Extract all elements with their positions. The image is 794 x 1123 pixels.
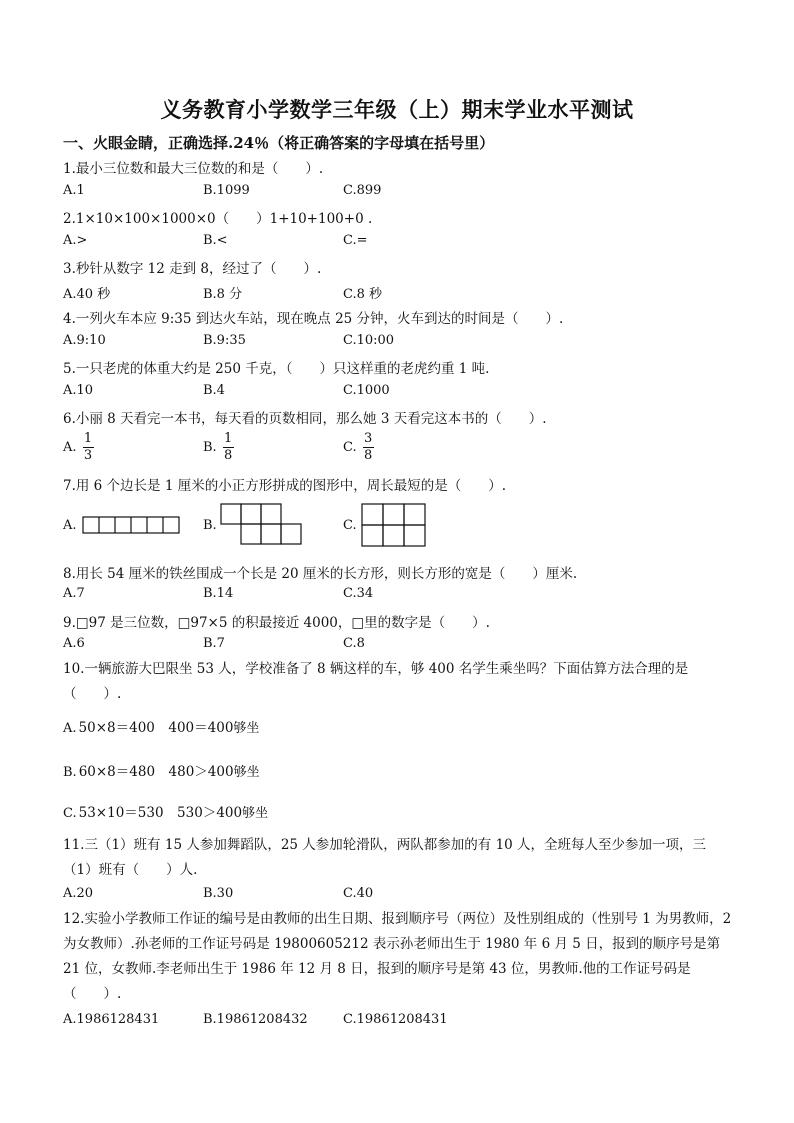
fraction — [363, 431, 374, 464]
option-c: C.10:00 — [343, 333, 395, 348]
option-a: A.9:10 — [63, 333, 106, 348]
option-b: B.< — [203, 233, 228, 248]
option-b: B. — [203, 518, 217, 533]
page-title: 义务教育小学数学三年级（上）期末学业水平测试 — [160, 97, 634, 122]
option-c: C.1000 — [343, 383, 390, 398]
option-c: C. — [343, 518, 357, 533]
option-b: B.9:35 — [203, 333, 246, 348]
option-b: B.19861208432 — [203, 1012, 308, 1027]
option-c: C.40 — [343, 886, 374, 901]
shape-two-by-three — [360, 502, 428, 548]
question-12: 12.实验小学教师工作证的编号是由教师的出生日期、报到顺序号（两位）及性别组成的（性别号 1 为男教师，2 为女教师）.孙老师的工作证号码是 19800605212 表示孙老师出生于 1980 年 6 月 5 日，报到的顺序号是第 21 位，女教师.李老师出生于 1986 年 12 月 8 日，报到的顺序号是第 43 位，男教师.他的工作证号码是（ ）. — [63, 911, 732, 1002]
option-b — [63, 760, 260, 780]
fraction — [223, 431, 234, 464]
option-a: A.40 秒 — [63, 287, 111, 302]
option-c: C.19861208431 — [343, 1012, 448, 1027]
numerator: 3 — [363, 431, 373, 446]
option-b: B.1099 — [203, 183, 250, 198]
option-b: B.30 — [203, 886, 234, 901]
shape-stepped-six — [219, 502, 305, 548]
option-b: B.7 — [203, 636, 225, 651]
question-7: 7.用 6 个边长是 1 厘米的小正方形拼成的图形中，周长最短的是（ ）. — [63, 478, 507, 494]
option-a: A.6 — [63, 636, 85, 651]
option-label: A. — [63, 440, 77, 455]
option-a: A.> — [63, 233, 88, 248]
question-2: 2.1×10×100×1000×0（ ）1+10+100+0 . — [63, 211, 373, 227]
option-tail: 够坐 — [233, 721, 260, 736]
option-label: C. — [63, 806, 77, 821]
shape-row-of-six — [82, 515, 180, 535]
estimate-expression: 53×10＝530 530＞400 — [78, 805, 243, 821]
section-heading: 一、火眼金睛，正确选择.24％（将正确答案的字母填在括号里） — [63, 134, 495, 152]
numerator: 1 — [83, 431, 93, 446]
option-c: C.8 — [343, 636, 365, 651]
option-label: A. — [63, 721, 77, 736]
denominator: 8 — [224, 448, 233, 463]
option-b: B.8 分 — [203, 287, 243, 302]
question-8: 8.用长 54 厘米的铁丝围成一个长是 20 厘米的长方形，则长方形的宽是（ ）厘米. — [63, 566, 578, 582]
fraction — [83, 431, 94, 464]
option-a: A.1 — [63, 183, 85, 198]
question-4: 4.一列火车本应 9:35 到达火车站，现在晚点 25 分钟，火车到达的时间是（ ）. — [63, 311, 564, 327]
denominator: 8 — [363, 448, 373, 463]
numerator: 1 — [224, 431, 233, 446]
question-9: 9.□97 是三位数，□97×5 的积最接近 4000，□里的数字是（ ）. — [63, 615, 490, 631]
option-label: B. — [203, 440, 217, 455]
option-c: C.34 — [343, 586, 374, 601]
option-tail: 够坐 — [242, 806, 269, 821]
estimate-expression: 50×8＝400 400＝400 — [78, 720, 234, 736]
option-c — [343, 431, 374, 464]
option-label: B. — [63, 765, 77, 780]
question-10: 10.一辆旅游大巴限坐 53 人，学校准备了 8 辆这样的车，够 400 名学生乘坐吗？下面估算方法合理的是（ ）. — [63, 661, 689, 702]
question-11: 11.三（1）班有 15 人参加舞蹈队，25 人参加轮滑队，两队都参加的有 10 人，全班每人至少参加一项，三（1）班有（ ）人. — [63, 837, 707, 878]
option-a: A.7 — [63, 586, 85, 601]
option-b: B.14 — [203, 586, 234, 601]
option-b — [203, 431, 234, 464]
estimate-expression: 60×8＝480 480＞400 — [78, 764, 234, 780]
question-6: 6.小丽 8 天看完一本书，每天看的页数相同，那么她 3 天看完这本书的（ ）. — [63, 411, 547, 427]
denominator: 3 — [83, 448, 93, 463]
question-5: 5.一只老虎的体重大约是 250 千克，（ ）只这样重的老虎约重 1 吨. — [63, 361, 490, 377]
option-a: A.1986128431 — [63, 1012, 160, 1027]
option-c: C.8 秒 — [343, 287, 383, 302]
option-a — [63, 716, 259, 736]
option-tail: 够坐 — [233, 765, 260, 780]
option-label: C. — [343, 440, 357, 455]
option-a: A. — [63, 518, 77, 533]
option-a: A.20 — [63, 886, 94, 901]
question-1: 1.最小三位数和最大三位数的和是（ ）. — [63, 161, 324, 177]
option-a — [63, 431, 94, 464]
question-3: 3.秒针从数字 12 走到 8，经过了（ ）. — [63, 261, 322, 277]
option-c: C.= — [343, 233, 368, 248]
option-c: C.899 — [343, 183, 382, 198]
option-b: B.4 — [203, 383, 225, 398]
option-a: A.10 — [63, 383, 94, 398]
option-c — [63, 801, 268, 821]
